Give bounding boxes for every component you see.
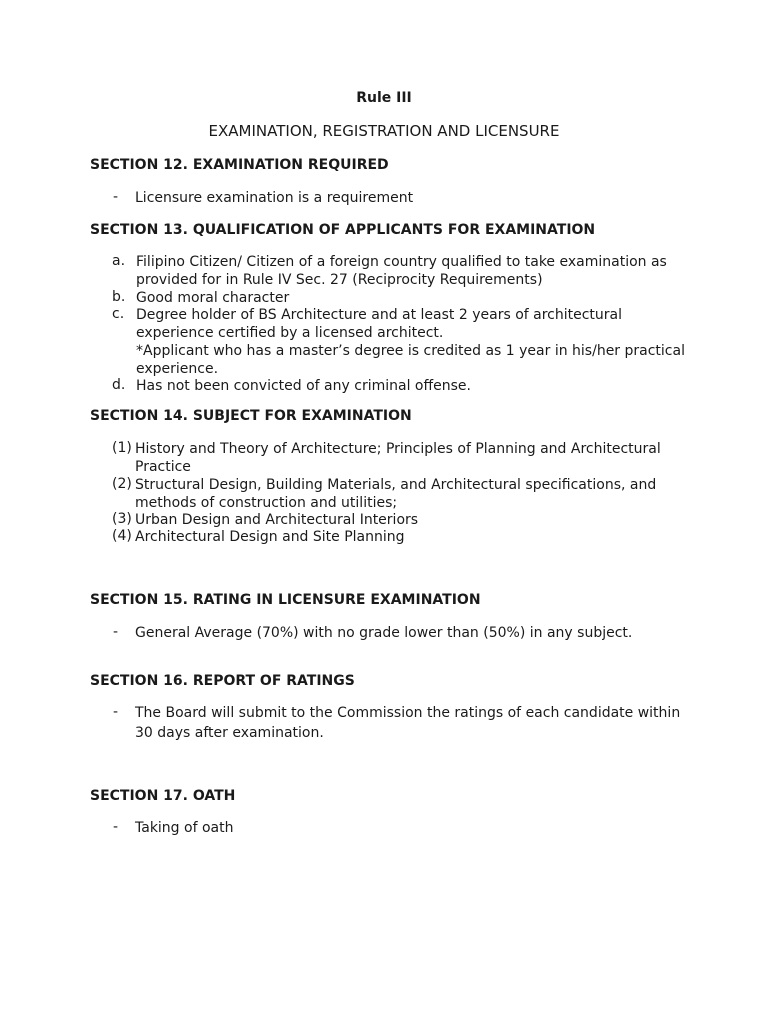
section-12-heading: SECTION 12. EXAMINATION REQUIRED	[90, 157, 389, 173]
text-line: provided for in Rule IV Sec. 27 (Reciprocity Requirements)	[136, 272, 543, 288]
text-line: 30 days after examination.	[135, 725, 324, 741]
subject-urban-design	[135, 511, 695, 529]
item-label-a: a.	[112, 253, 126, 269]
document-title: EXAMINATION, REGISTRATION AND LICENSURE	[208, 122, 560, 140]
section-15-heading: SECTION 15. RATING IN LICENSURE EXAMINATION	[90, 592, 481, 608]
subject-history-theory	[135, 440, 695, 476]
text-line: experience.	[136, 361, 219, 377]
item-label-1: (1)	[112, 440, 132, 456]
bullet-dash: -	[113, 624, 119, 640]
section-13-heading: SECTION 13. QUALIFICATION OF APPLICANTS FOR EXAMINATION	[90, 222, 596, 238]
text-line: *Applicant who has a master’s degree is credited as 1 year in his/her practical	[136, 343, 685, 359]
qualification-degree	[136, 306, 696, 378]
section-16-item	[135, 704, 695, 742]
section-12-item: Licensure examination is a requirement	[135, 190, 414, 206]
bullet-dash: -	[113, 704, 119, 720]
item-label-3: (3)	[112, 511, 132, 527]
section-15-item: General Average (70%) with no grade lower than (50%) in any subject.	[135, 625, 633, 641]
item-label-4: (4)	[112, 528, 132, 544]
text-line: The Board will submit to the Commission the ratings of each candidate within	[135, 705, 681, 721]
qualification-no-conviction	[136, 377, 696, 395]
qualification-citizenship	[136, 253, 696, 289]
text-line: Has not been convicted of any criminal offense.	[136, 378, 471, 394]
item-label-c: c.	[112, 306, 125, 322]
item-label-2: (2)	[112, 476, 132, 492]
section-16-heading: SECTION 16. REPORT OF RATINGS	[90, 673, 355, 689]
text-line: Degree holder of BS Architecture and at least 2 years of architectural	[136, 307, 623, 323]
text-line: Filipino Citizen/ Citizen of a foreign country qualified to take examination as	[136, 254, 667, 270]
text-line: Good moral character	[136, 290, 290, 306]
section-17-heading: SECTION 17. OATH	[90, 788, 236, 804]
text-line: Urban Design and Architectural Interiors	[135, 512, 419, 528]
subject-architectural-design	[135, 528, 695, 546]
item-label-d: d.	[112, 377, 126, 393]
text-line: methods of construction and utilities;	[135, 495, 398, 511]
rule-title: Rule III	[356, 90, 412, 106]
text-line: History and Theory of Architecture; Principles of Planning and Architectural	[135, 441, 661, 457]
subject-structural-design	[135, 476, 695, 512]
bullet-dash: -	[113, 819, 119, 835]
qualification-moral-character	[136, 289, 696, 307]
text-line: Practice	[135, 459, 191, 475]
text-line: Architectural Design and Site Planning	[135, 529, 405, 545]
bullet-dash: -	[113, 189, 119, 205]
section-14-heading: SECTION 14. SUBJECT FOR EXAMINATION	[90, 408, 412, 424]
item-label-b: b.	[112, 289, 126, 305]
text-line: experience certified by a licensed architect.	[136, 325, 444, 341]
section-17-item: Taking of oath	[135, 820, 234, 836]
text-line: Structural Design, Building Materials, and Architectural specifications, and	[135, 477, 657, 493]
